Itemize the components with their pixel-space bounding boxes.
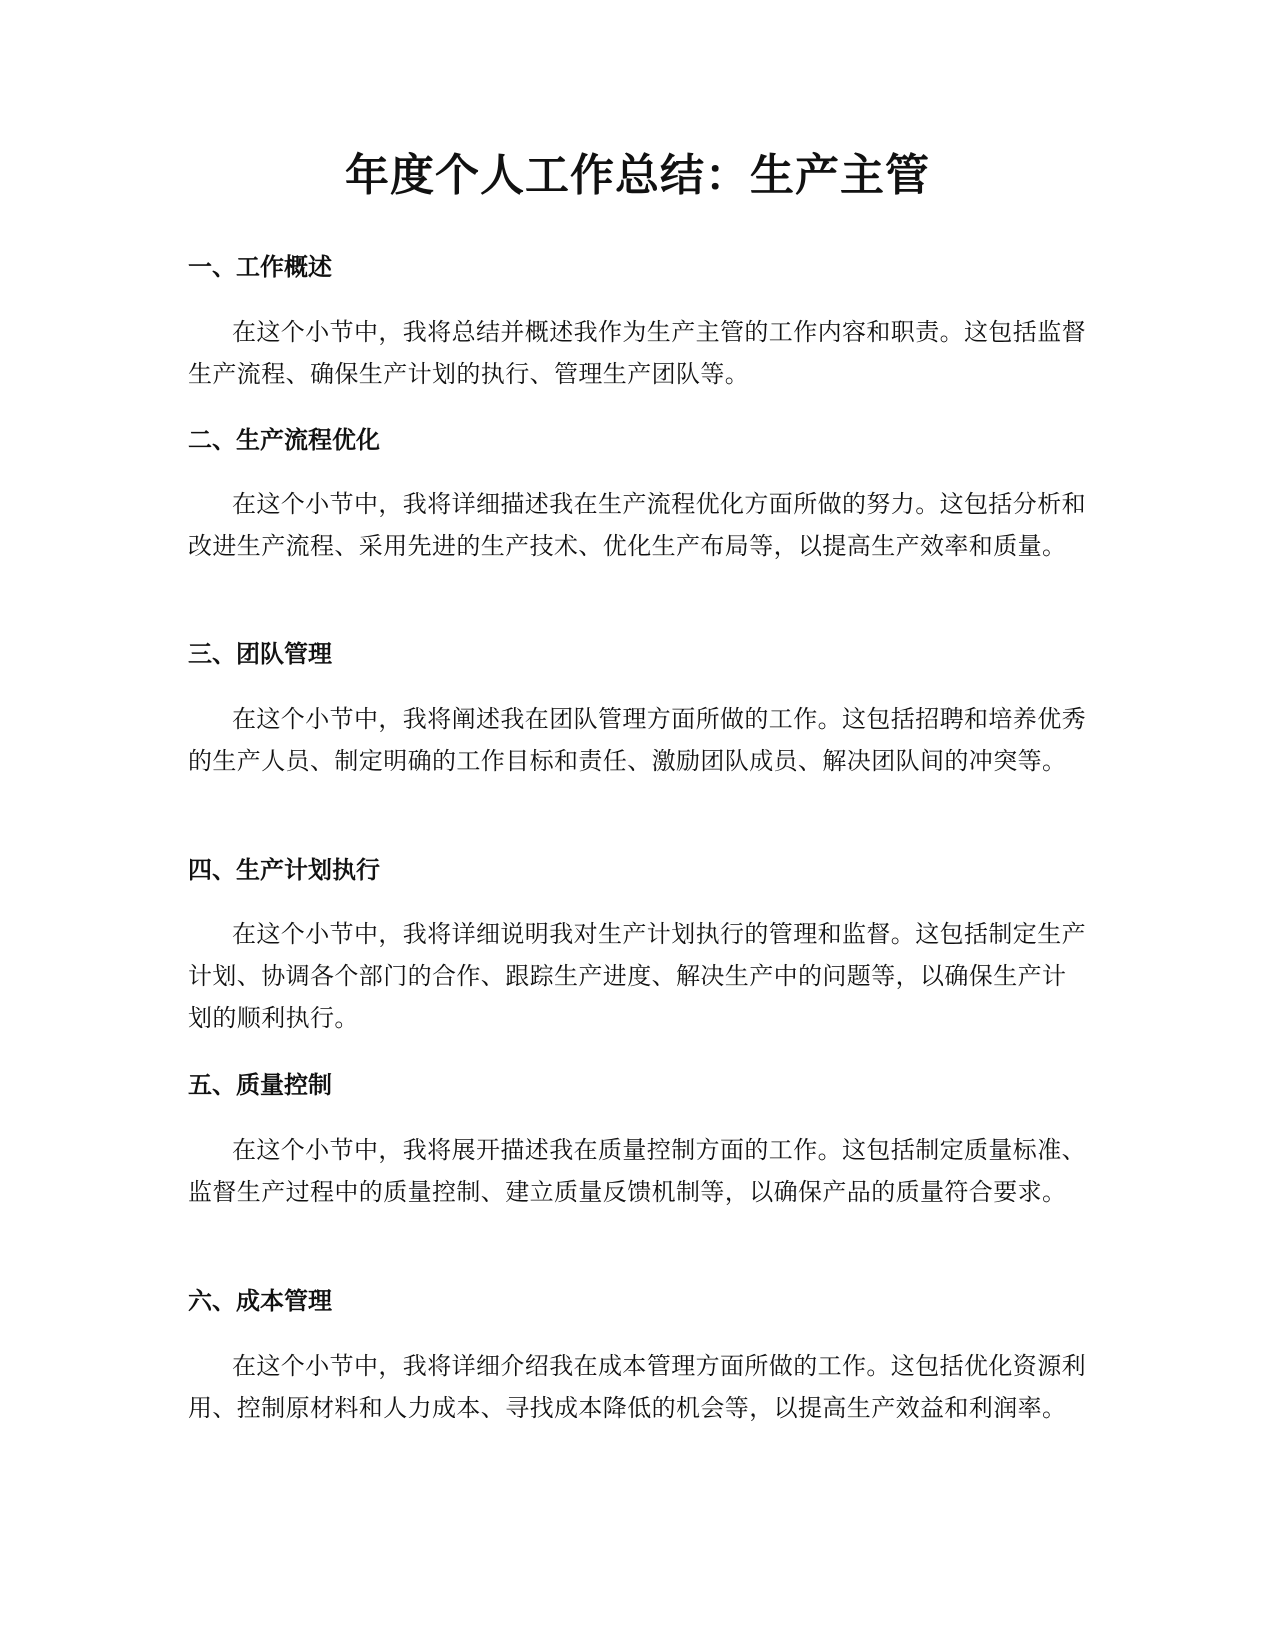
section-heading-process-optimization: 二、生产流程优化 bbox=[188, 426, 380, 454]
section-body-overview: 在这个小节中，我将总结并概述我作为生产主管的工作内容和职责。这包括监督生产流程、确保生产计划的执行、管理生产团队等。 bbox=[188, 318, 1086, 388]
section-heading-plan-execution: 四、生产计划执行 bbox=[188, 856, 380, 884]
section-heading-overview: 一、工作概述 bbox=[188, 253, 332, 281]
section-heading-team-management: 三、团队管理 bbox=[188, 640, 332, 668]
document-title: 年度个人工作总结：生产主管 bbox=[345, 150, 930, 201]
section-heading-quality-control: 五、质量控制 bbox=[188, 1071, 332, 1099]
section-body-team-management: 在这个小节中，我将阐述我在团队管理方面所做的工作。这包括招聘和培养优秀的生产人员、制定明确的工作目标和责任、激励团队成员、解决团队间的冲突等。 bbox=[188, 705, 1086, 775]
section-body-plan-execution: 在这个小节中，我将详细说明我对生产计划执行的管理和监督。这包括制定生产计划、协调各个部门的合作、跟踪生产进度、解决生产中的问题等，以确保生产计划的顺利执行。 bbox=[188, 920, 1086, 1032]
section-body-process-optimization: 在这个小节中，我将详细描述我在生产流程优化方面所做的努力。这包括分析和改进生产流程、采用先进的生产技术、优化生产布局等，以提高生产效率和质量。 bbox=[188, 490, 1086, 560]
section-body-cost-management: 在这个小节中，我将详细介绍我在成本管理方面所做的工作。这包括优化资源利用、控制原材料和人力成本、寻找成本降低的机会等，以提高生产效益和利润率。 bbox=[188, 1352, 1086, 1422]
section-heading-cost-management: 六、成本管理 bbox=[188, 1287, 332, 1315]
section-body-quality-control: 在这个小节中，我将展开描述我在质量控制方面的工作。这包括制定质量标准、监督生产过程中的质量控制、建立质量反馈机制等，以确保产品的质量符合要求。 bbox=[188, 1136, 1086, 1206]
